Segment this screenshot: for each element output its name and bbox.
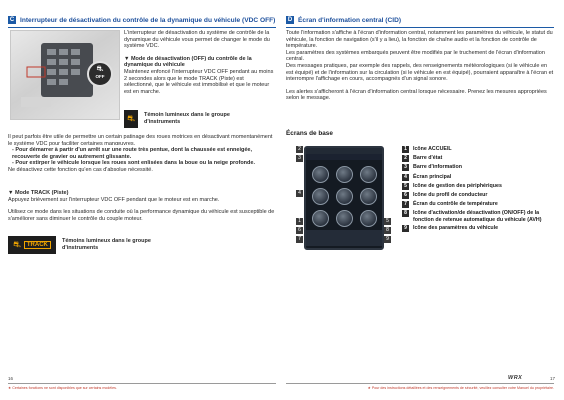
legend-item: 9 Icône des paramètres du véhicule [402,225,552,232]
cid-para-3: Des messages pratiques, par exemple des rappels, des renseignements météorologiques (si le véhicule en est équipé) et de l'information sur la circulation (si le véhicule en est équipé), pourraient apparaître à l'écran et interrompre l'affichage en cours, accompagnés d'un signal sonore. [286,62,554,83]
slip-indicator-icon: ⛐ [13,239,21,249]
callout-7: 7 [296,236,303,243]
information-bar [306,154,382,160]
slip-block [8,134,276,174]
app-tile-icon [360,166,377,183]
track-indicator-panel [8,236,56,254]
callout-8: 8 [384,227,391,234]
app-tile-icon [312,166,329,183]
slip-intro: Il peut parfois être utile de permettre un certain patinage des roues motrices en désactivant momentanément le système VDC pour faciliter certaines manœuvres. [8,134,273,147]
app-tile-icon [312,210,329,227]
callout-1: 1 [296,218,303,225]
cid-description [286,30,554,102]
app-tile-icon [336,188,353,205]
track-use-text: Utilisez ce mode dans les situations de conduite où la performance dynamique du véhicule est susceptible de s'améliorer sans diminuer le contrôle du couple moteur. [8,209,275,222]
vdc-intro-text: L'interrupteur de désactivation du système de contrôle de la dynamique du véhicule vous permet de changer le mode du système VDC. [124,30,270,50]
callout-4: 4 [296,190,303,197]
legend-item: 7 Écran du contrôle de température [402,201,552,208]
cid-para-4: Les alertes s'afficheront à l'écran d'information central lorsque nécessaire. Prenez les mesures appropriées selon le message. [286,88,547,102]
mode-off-text: Maintenez enfoncé l'interrupteur VDC OFF pendant au moins 2 secondes alors que le mode TRACK (Piste) est sélectionné, que le véhicule est immobilisé et que le moteur est en marche. [124,68,274,95]
legend-item: 3 Barre d'information [402,164,552,171]
callout-2: 2 [296,146,303,153]
left-footnote: ★ Certaines fonctions ne sont disponibles que sur certains modèles. [8,386,117,390]
track-heading: ▼ Mode TRACK (Piste) [8,190,69,196]
vdc-off-indicator-icon: ⛐ [124,110,138,128]
legend-item: 4 Écran principal [402,174,552,181]
legend-item: 6 Icône du profil de conducteur [402,192,552,199]
cid-para-1: Toute l'information s'affiche à l'écran d'information central, notamment les paramètres du véhicule, le statut du véhicule, la fonction de navigation (s'il y a lieu), la fonction de chaîne audio et la fonction de contrôle de température. [286,30,553,50]
cid-screen-image [304,146,384,250]
brand-logo: WRX [508,375,523,381]
right-footer-rule [286,383,554,384]
screens-heading: Écrans de base [286,130,333,137]
callout-5: 5 [384,218,391,225]
slip-note: Ne désactivez cette fonction qu'en cas d'absolue nécessité. [8,166,153,173]
screen-legend [402,146,552,235]
app-tile-icon [360,210,377,227]
section-letter-d: D [287,17,293,23]
left-page-number: 16 [8,376,14,381]
section-title-vdc: Interrupteur de désactivation du contrôle de la dynamique du véhicule (VDC OFF) [20,16,276,24]
app-tile-icon [360,188,377,205]
vdc-off-switch-icon: ⛐ OFF [87,61,113,87]
vdc-switch-photo [10,30,120,120]
legend-item: 2 Barre d'état [402,155,552,162]
section-title-cid: Écran d'information central (CID) [298,16,402,24]
slip-bullet-2: - Pour extirper le véhicule lorsque les roues sont enlisées dans la boue ou la neige profonde. [12,160,255,167]
callout-9: 9 [384,236,391,243]
callout-6: 6 [296,227,303,234]
section-rule-right [286,27,554,28]
track-block [8,190,276,222]
left-section-header [8,16,276,28]
app-tile-icon [336,166,353,183]
right-footnote: ★ Pour des instructions détaillées et des renseignements de sécurité, veuillez consulter votre Manuel du propriétaire. [367,386,554,390]
legend-item: 5 Icône de gestion des périphériques [402,183,552,190]
legend-item: 8 Icône d'activation/de désactivation (ON/OFF) de la fonction de retenue automatique du véhicule (AVH) [402,210,552,223]
indicator-row-1 [124,110,274,128]
mode-off-heading: ▼ Mode de désactivation (OFF) du contrôle de la dynamique du véhicule [124,55,252,69]
app-tile-icon [312,188,329,205]
track-badge: TRACK [24,241,51,249]
legend-item: 1 Icône ACCUEIL [402,146,552,153]
slip-bullet-1: - Pour démarrer à partir d'un arrêt sur une route très pentue, dont la chaussée est enneigée, recouverte de gravier ou autrement glissante. [12,147,253,160]
climate-control-bar [306,230,382,246]
indicator-label-2: Témoins lumineux dans le groupe d'instruments [62,238,151,251]
cid-para-2: Les paramètres des systèmes embarqués peuvent être modifiés par le truchement de l'écran d'information central. [286,49,545,63]
indicator-row-2 [8,236,176,254]
indicator-label-1: Témoin lumineux dans le groupe d'instruments [144,112,230,125]
right-section-header [286,16,554,28]
callout-3: 3 [296,155,303,162]
right-page-number: 17 [550,376,556,381]
left-footer-rule [8,383,276,384]
vdc-intro-block [124,30,274,95]
app-tile-icon [336,210,353,227]
section-rule [8,27,276,28]
vdc-off-label: OFF [95,74,105,79]
section-letter-c: C [9,17,15,23]
track-text: Appuyez brièvement sur l'interrupteur VDC OFF pendant que le moteur est en marche. [8,196,220,203]
